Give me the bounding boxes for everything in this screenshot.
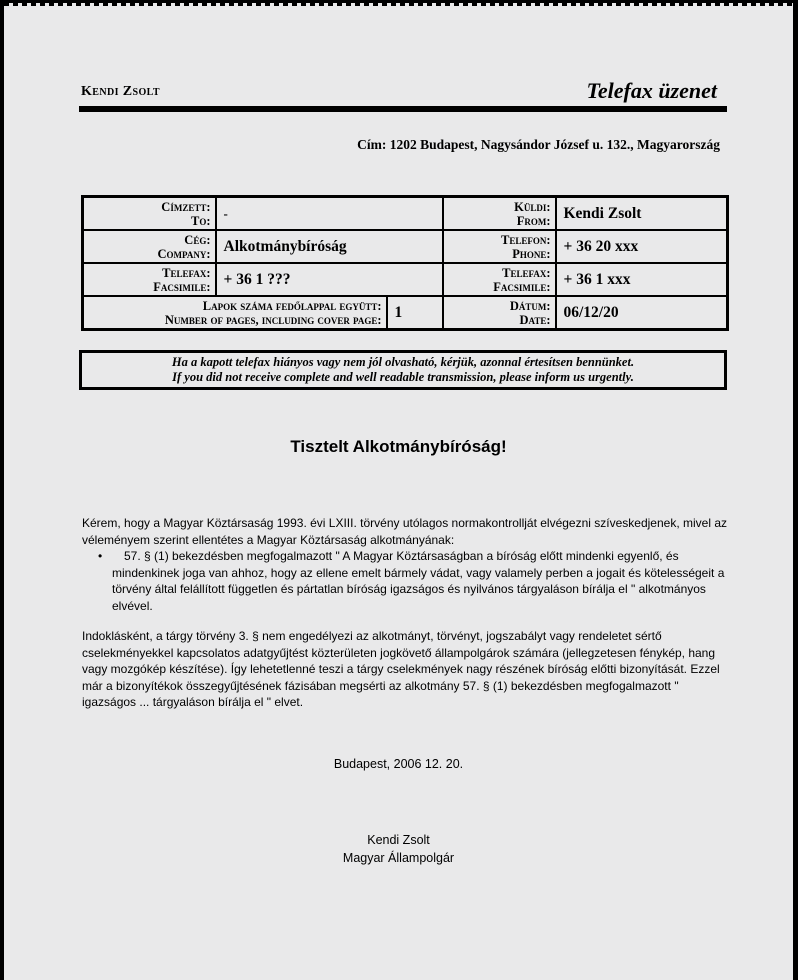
company-value: Alkotmánybíróság [216, 230, 443, 263]
fax-info-table [81, 195, 729, 331]
sender-fax-value: + 36 1 xxx [556, 263, 728, 296]
from-label: Küldi: From: [443, 197, 556, 231]
sender-address: Cím: 1202 Budapest, Nagysándor József u. 132., Magyarország [357, 137, 720, 152]
date-label: Dátum: Date: [443, 296, 556, 330]
document-title: Telefax üzenet [586, 78, 717, 103]
bullet-icon: • [98, 549, 103, 563]
bullet-text: 57. § (1) bekezdésben megfogalmazott " A Magyar Köztársaságban a bíróság előtt mindenki egyenlő, és mindenkinek joga van ahhoz, hogy az ellene emelt bármely vádat, vagy valamely perben a jogait és kötelességeit a törvény által felállított független és pártatlan bíróság igazságos és nyilvános tárgyaláson bírálja el " alkotmányos elvével. [112, 549, 725, 613]
sender-name: Kendi Zsolt [81, 84, 160, 99]
recipient-fax-value: + 36 1 ??? [216, 263, 443, 296]
letter-body [82, 515, 732, 711]
bullet-item [82, 548, 732, 614]
table-row-pages-date [83, 296, 728, 330]
phone-label: Telefon: Phone: [443, 230, 556, 263]
paragraph-2: Indoklásként, a tárgy törvény 3. § nem engedélyezi az alkotmányt, törvényt, jogszabályt vagy rendeletet sértő cselekményekkel kapcsolatos adatgyűjtést közterületen jogkövető állampolgárok számára (jellegzetesen fénykép, hang vagy mozgókép készítése). Így lehetetlenné teszi a tárgy cselekmények nagy részének bíróság előtti bizonyítását. Ezzel már a bizonyítékok összegyűjtésének fázisában megsérti az alkotmány 57. § (1) bekezdésben megfogalmazott " igazságos ... tárgyaláson bírálja el " elvet. [82, 629, 720, 709]
salutation: Tisztelt Alkotmánybíróság! [290, 437, 507, 456]
date-line: Budapest, 2006 12. 20. [333, 757, 464, 771]
table-row-telefax [83, 263, 728, 296]
table-row-company [83, 230, 728, 263]
page-top-border-dashes [4, 3, 793, 6]
company-label: Cég: Company: [83, 230, 216, 263]
signature-name: Kendi Zsolt [367, 833, 430, 847]
recipient-value: - [216, 197, 443, 231]
transmission-notice [79, 350, 727, 390]
sender-fax-label: Telefax: Facsimile: [443, 263, 556, 296]
recipient-label: Címzett: To: [83, 197, 216, 231]
recipient-fax-label: Telefax: Facsimile: [83, 263, 216, 296]
notice-line-en: If you did not receive complete and well readable transmission, please inform us urgently. [172, 370, 634, 384]
table-row-recipient [83, 197, 728, 231]
signature-block [4, 832, 793, 867]
phone-value: + 36 20 xxx [556, 230, 728, 263]
from-value: Kendi Zsolt [556, 197, 728, 231]
date-value: 06/12/20 [556, 296, 728, 330]
paragraph-1: Kérem, hogy a Magyar Köztársaság 1993. évi LXIII. törvény utólagos normakontrollját elvégezni szíveskedjenek, mivel az véleményem szerint ellentétes a Magyar Köztársaság alkotmányának: [82, 516, 727, 547]
pages-value: 1 [387, 296, 443, 330]
signature-title: Magyar Állampolgár [342, 850, 455, 865]
notice-line-hu: Ha a kapott telefax hiányos vagy nem jól olvasható, kérjük, azonnal értesítsen bennünket. [171, 355, 635, 369]
header-divider [79, 106, 727, 112]
pages-label: Lapok száma fedőlappal együtt: Number of pages, including cover page: [83, 296, 387, 330]
